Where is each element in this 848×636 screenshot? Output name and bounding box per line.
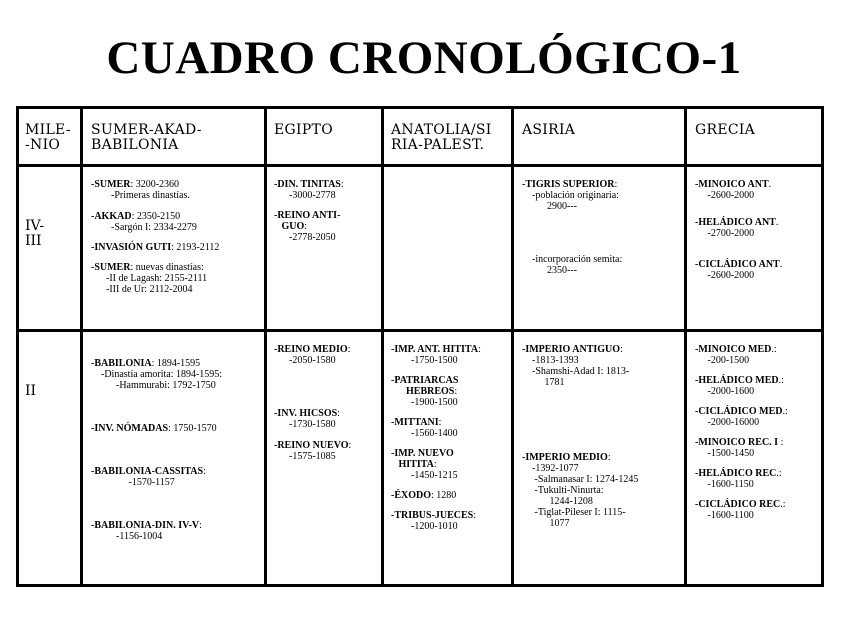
entry-line: -REINO ANTI-: [274, 210, 341, 221]
row-divider: [16, 164, 824, 167]
entry-line: -CICLÁDICO MED.:: [695, 406, 788, 417]
cell-row1-sumer: [91, 179, 219, 295]
entry-line: -1813-1393: [522, 355, 579, 366]
entry-line: -IMP. ANT. HITITA:: [391, 344, 481, 355]
cell-row1-grecia: [695, 179, 782, 281]
header-asiria: [522, 123, 575, 138]
entry-line: -1200-1010: [391, 521, 458, 532]
entry-line: 2900---: [522, 201, 577, 212]
entry-line: -DIN. TINITAS:: [274, 179, 344, 190]
entry-line: -MINOICO ANT.: [695, 179, 772, 190]
row-divider: [16, 329, 824, 332]
entry-line: -HELÁDICO ANT.: [695, 217, 779, 228]
entry-line: -INV. HICSOS:: [274, 408, 340, 419]
entry-line: -incorporación semita:: [522, 254, 623, 265]
entry-line: -1450-1215: [391, 470, 458, 481]
column-divider: [684, 106, 687, 587]
entry-line: -2600-2000: [695, 190, 755, 201]
cell-row2-asiria: [522, 344, 638, 529]
entry-line: -2000-1600: [695, 386, 755, 397]
cell-row1-egipto: [274, 179, 344, 243]
entry-line: -HELÁDICO REC.:: [695, 468, 782, 479]
entry-line: -1560-1400: [391, 428, 458, 439]
entry-line: 1077: [522, 518, 570, 529]
entry-line: -PATRIARCAS: [391, 375, 459, 386]
entry-line: -2600-2000: [695, 270, 755, 281]
entry-line: -IMPERIO MEDIO:: [522, 452, 611, 463]
entry-line: -CICLÁDICO REC.:: [695, 499, 786, 510]
entry-line: HEBREOS:: [391, 386, 458, 397]
entry-line: -población originaria:: [522, 190, 619, 201]
header-sumer-akad-babilonia: [91, 123, 202, 153]
column-divider: [381, 106, 384, 587]
entry-line: -2050-1580: [274, 355, 336, 366]
entry-line: -HELÁDICO MED.:: [695, 375, 784, 386]
entry-line: -1750-1500: [391, 355, 458, 366]
entry-line: -200-1500: [695, 355, 750, 366]
entry-line: -1575-1085: [274, 451, 336, 462]
entry-line: -SUMER: nuevas dinastías:: [91, 262, 204, 273]
entry-line: -1156-1004: [91, 531, 163, 542]
header-grecia: [695, 123, 755, 138]
header-line: ASIRIA: [522, 122, 576, 138]
entry-line: -II de Lagash: 2155-2111: [91, 273, 208, 284]
entry-line: -1730-1580: [274, 419, 336, 430]
milenio-line: II: [25, 383, 37, 399]
entry-line: -ÉXODO: 1280: [391, 490, 457, 501]
entry-line: -1600-1100: [695, 510, 754, 521]
milenio-iv-iii: [25, 219, 44, 249]
header-line: RIA-PALEST.: [391, 137, 485, 153]
entry-line: -1392-1077: [522, 463, 579, 474]
header-milenio: [25, 123, 71, 153]
header-line: ANATOLIA/SI: [391, 122, 492, 138]
column-divider: [264, 106, 267, 587]
cell-row2-egipto: [274, 344, 351, 462]
header-line: GRECIA: [695, 122, 756, 138]
entry-line: GUO:: [274, 221, 308, 232]
entry-line: -BABILONIA-DIN. IV-V:: [91, 520, 202, 531]
entry-line: -1500-1450: [695, 448, 755, 459]
header-line: EGIPTO: [274, 122, 333, 138]
entry-line: -2778-2050: [274, 232, 336, 243]
entry-line: -TRIBUS-JUECES:: [391, 510, 477, 521]
entry-line: -INVASIÓN GUTI: 2193-2112: [91, 242, 220, 253]
entry-line: -IMPERIO ANTIGUO:: [522, 344, 623, 355]
cell-row2-grecia: [695, 344, 788, 521]
header-egipto: [274, 123, 333, 138]
entry-line: -2000-16000: [695, 417, 760, 428]
entry-line: -III de Ur: 2112-2004: [91, 284, 193, 295]
cell-row1-asiria: [522, 179, 622, 276]
entry-line: -Tiglat-Pileser I: 1115-: [522, 507, 626, 518]
column-divider: [511, 106, 514, 587]
column-divider: [80, 106, 83, 587]
entry-line: -SUMER: 3200-2360: [91, 179, 180, 190]
entry-line: -Sargón I: 2334-2279: [91, 222, 197, 233]
entry-line: -CICLÁDICO ANT.: [695, 259, 783, 270]
entry-line: -Tukulti-Ninurta:: [522, 485, 604, 496]
entry-line: -MINOICO REC. I :: [695, 437, 784, 448]
entry-line: -IMP. NUEVO: [391, 448, 454, 459]
entry-line: -MINOICO MED.:: [695, 344, 777, 355]
entry-line: -3000-2778: [274, 190, 336, 201]
entry-line: -1570-1157: [91, 477, 175, 488]
entry-line: -REINO NUEVO:: [274, 440, 352, 451]
entry-line: -Primeras dinastías.: [91, 190, 190, 201]
cell-row2-anatolia: [391, 344, 481, 532]
entry-line: HITITA:: [391, 459, 437, 470]
entry-line: 2350---: [522, 265, 577, 276]
entry-line: -REINO MEDIO:: [274, 344, 351, 355]
entry-line: -INV. NÓMADAS: 1750-1570: [91, 423, 217, 434]
entry-line: -MITTANI:: [391, 417, 442, 428]
header-line: BABILONIA: [91, 137, 179, 153]
milenio-ii: [25, 384, 36, 399]
header-anatolia: [391, 123, 492, 153]
entry-line: -TIGRIS SUPERIOR:: [522, 179, 618, 190]
entry-line: -1600-1150: [695, 479, 754, 490]
cell-row2-sumer: [91, 358, 222, 542]
milenio-line: III: [25, 233, 42, 249]
entry-line: -BABILONIA: 1894-1595: [91, 358, 201, 369]
entry-line: -2700-2000: [695, 228, 755, 239]
page-title: CUADRO CRONOLÓGICO-1: [106, 32, 742, 84]
header-line: -NIO: [25, 137, 61, 153]
entry-line: -Dinastía amorita: 1894-1595:: [91, 369, 223, 380]
entry-line: 1244-1208: [522, 496, 593, 507]
entry-line: -Salmanasar I: 1274-1245: [522, 474, 639, 485]
entry-line: -AKKAD: 2350-2150: [91, 211, 181, 222]
entry-line: -BABILONIA-CASSITAS:: [91, 466, 206, 477]
header-line: MILE-: [25, 122, 71, 138]
milenio-line: IV-: [25, 218, 45, 234]
entry-line: -Shamshi-Adad I: 1813-: [522, 366, 630, 377]
header-line: SUMER-AKAD-: [91, 122, 202, 138]
entry-line: -Hammurabi: 1792-1750: [91, 380, 216, 391]
entry-line: 1781: [522, 377, 565, 388]
entry-line: -1900-1500: [391, 397, 458, 408]
